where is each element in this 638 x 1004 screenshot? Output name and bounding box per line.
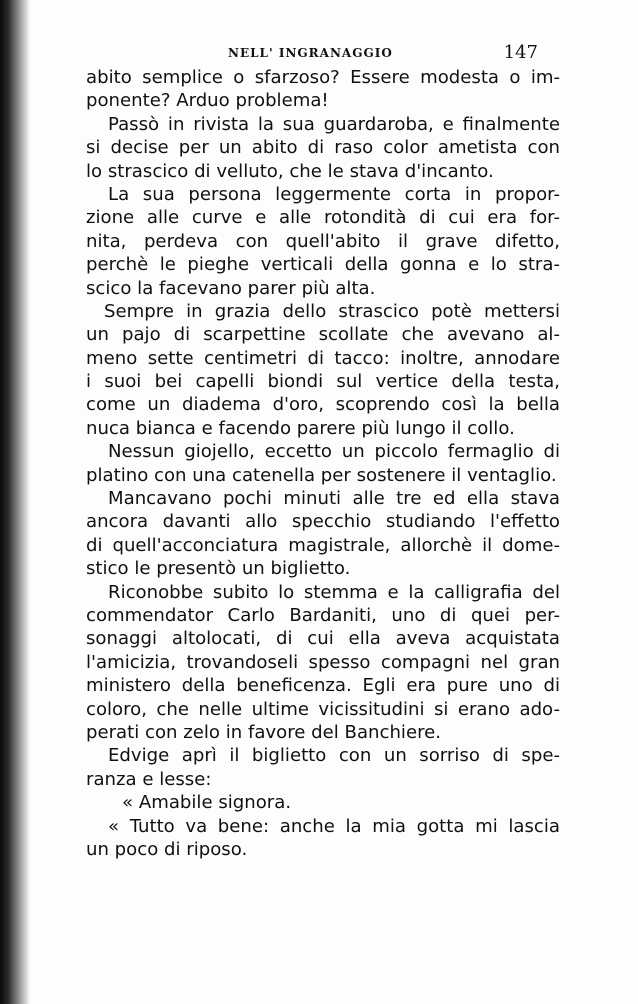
text-line: ministero della beneficenza. Egli era pure uno di (86, 675, 560, 697)
text-line: un poco di riposo. (86, 838, 248, 860)
text-line: perchè le pieghe verticali della gonna e lo stra- (86, 254, 560, 276)
text-line: sonaggi altolocati, di cui ella aveva acquistata (86, 628, 560, 650)
text-line: Edvige aprì il biglietto con un sorriso di spe- (108, 745, 560, 767)
text-line: ancora davanti allo specchio studiando l'effetto (86, 511, 560, 533)
text-line: perati con zelo in favore del Banchiere. (86, 721, 442, 743)
text-line: nita, perdeva con quell'abito il grave difetto, (86, 230, 560, 252)
body-text (86, 66, 560, 861)
text-line: Riconobbe subito lo stemma e la calligrafia del (108, 581, 560, 603)
text-line: scico la facevano parer più alta. (86, 277, 376, 299)
page-gutter-shadow (0, 0, 30, 1004)
text-line: zione alle curve e alle rotondità di cui era for- (86, 207, 560, 229)
text-line: si decise per un abito di raso color ametista con (86, 137, 560, 159)
text-line: meno sette centimetri di tacco: inoltre, annodare (86, 347, 560, 369)
text-line: Sempre in grazia dello strascico potè mettersi (104, 300, 560, 322)
text-line: come un diadema d'oro, scoprendo così la bella (86, 394, 560, 416)
text-line: Nessun giojello, eccetto un piccolo fermaglio di (108, 441, 560, 463)
text-line: La sua persona leggermente corta in propor- (108, 183, 560, 205)
text-line: Mancavano pochi minuti alle tre ed ella stava (108, 488, 560, 510)
text-line: « Tutto va bene: anche la mia gotta mi lascia (108, 815, 560, 837)
text-line: « Amabile signora. (122, 792, 292, 814)
text-line: abito semplice o sfarzoso? Essere modesta o im- (86, 67, 560, 88)
running-head: NELL' INGRANAGGIO (228, 46, 393, 60)
page-header (228, 42, 538, 64)
text-line: ponente? Arduo problema! (86, 90, 329, 112)
text-line: coloro, che nelle ultime vicissitudini si erano ado- (86, 698, 560, 720)
text-line: Passò in rivista la sua guardaroba, e finalmente (108, 113, 560, 135)
text-line: commendator Carlo Bardaniti, uno di quei per- (86, 604, 560, 626)
text-line: l'amicizia, trovandoseli spesso compagni nel gran (86, 651, 560, 673)
text-line: di quell'acconciatura magistrale, allorchè il dome- (86, 534, 560, 556)
text-line: un pajo di scarpettine scollate che avevano al- (86, 324, 560, 346)
text-line: lo strascico di velluto, che le stava d'incanto. (86, 160, 494, 182)
text-line: ranza e lesse: (86, 768, 212, 790)
page-number: 147 (503, 42, 538, 63)
text-line: i suoi bei capelli biondi sul vertice della testa, (86, 371, 560, 393)
text-line: nuca bianca e facendo parere più lungo il collo. (86, 417, 515, 439)
text-line: platino con una catenella per sostenere il ventaglio. (86, 464, 557, 486)
text-line: stico le presentò un biglietto. (86, 558, 351, 580)
